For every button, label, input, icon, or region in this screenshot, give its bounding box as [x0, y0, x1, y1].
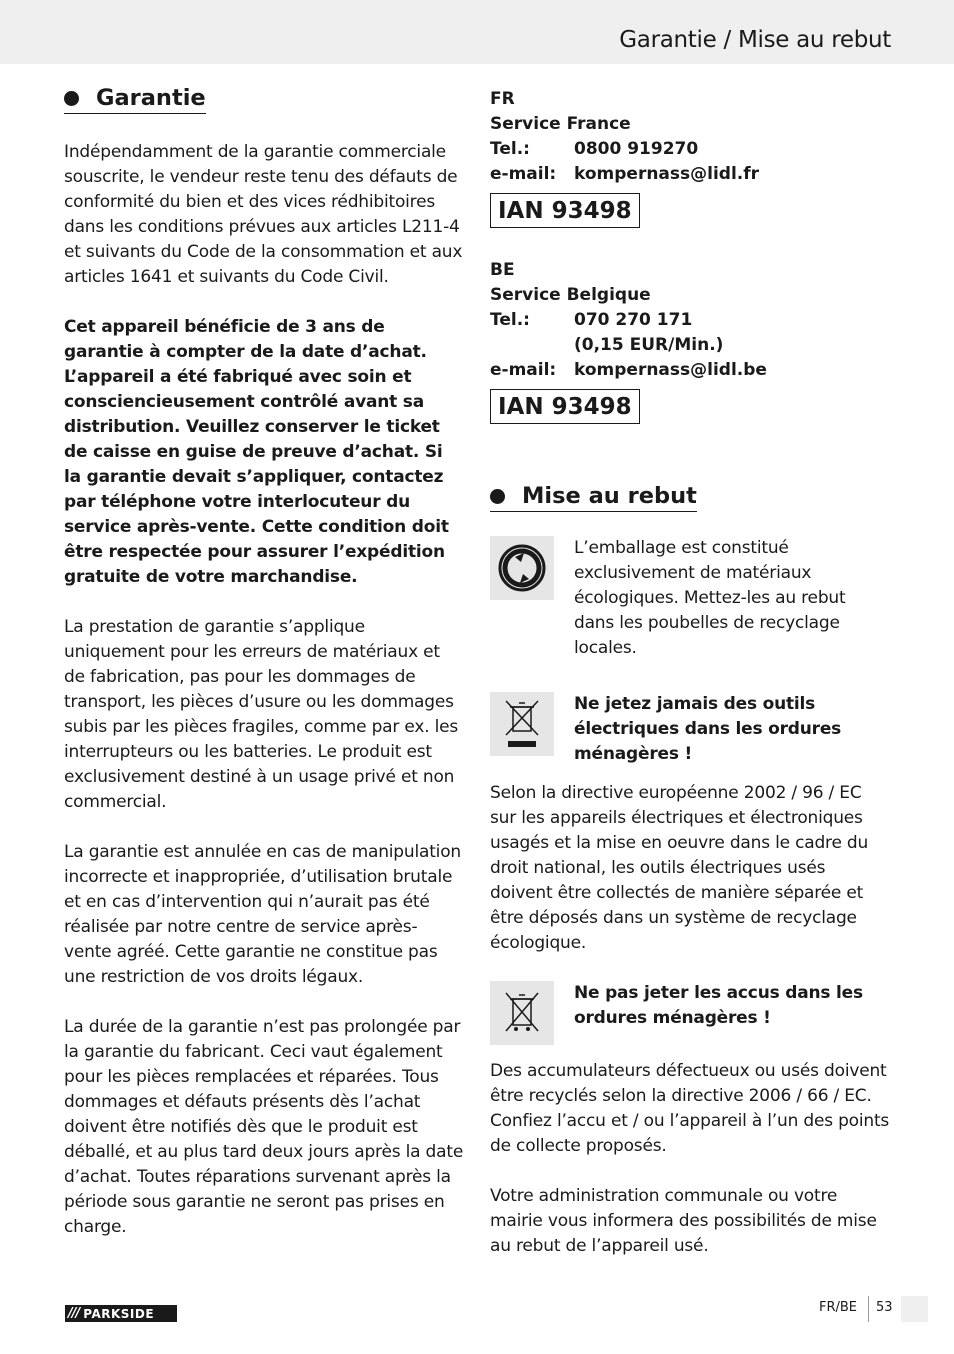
garantie-conditions: Cet appareil bénéficie de 3 ans de garantie à compter de la date d’achat. L’appareil a été fabriqué avec soin et consciencieusement contrôlé avant sa distribution. Veuillez conserver le ticket de caisse en guise de preuve d’achat. Si la garantie devait s’appliquer, contactez par téléphone votre interlocuteur du service après-vente. Cette condition doit être respectée pour assurer l’expédition gratuite de votre marchandise. [64, 317, 449, 587]
parkside-logo [65, 1305, 177, 1322]
tools-warning: Ne jetez jamais des outils électriques dans les ordures ménagères ! [574, 694, 842, 764]
service-belgique: Service Belgique [490, 285, 651, 305]
tel-value: 0800 919270 [574, 139, 699, 159]
country-be: BE [490, 260, 515, 280]
tel-label: Tel.: [490, 139, 530, 159]
right-column [490, 87, 890, 1259]
bullet-icon [64, 91, 79, 106]
ian-box-fr: IAN 93498 [490, 193, 640, 228]
ian-box-be: IAN 93498 [490, 389, 640, 424]
green-dot-icon [490, 536, 554, 600]
left-column [64, 84, 464, 1240]
logo-slashes: /// [68, 1306, 80, 1321]
crossed-bin-icon [490, 692, 554, 756]
tel-label: Tel.: [490, 310, 530, 330]
battery-warning-row [490, 981, 890, 1045]
battery-text: Des accumulateurs défectueux ou usés doivent être recyclés selon la directive 2006 / 66 / EC. Confiez l’accu et / ou l’appareil à l’un des points de collecte proposés. [490, 1061, 890, 1156]
garantie-intro: Indépendamment de la garantie commerciale souscrite, le vendeur reste tenu des défauts de conformité du bien et des vices rédhibitoires dans les conditions prévues aux articles L211-4 et suivants du Code de la consommation et aux articles 1641 et suivants du Code Civil. [64, 142, 463, 287]
bullet-icon [490, 489, 505, 504]
crossed-bin-battery-icon [490, 981, 554, 1045]
footer-tab [901, 1296, 928, 1322]
tel-value: 070 270 171 [574, 310, 693, 330]
footer-divider [868, 1296, 869, 1322]
garantie-scope: La prestation de garantie s’applique uniquement pour les erreurs de matériaux et de fabrication, pas pour les dommages de transport, les pièces d’usure ou les dommages subis par les pièces fragiles, comme par ex. les interrupteurs ou les batteries. Le produit est exclusivement destiné à un usage privé et non commercial. [64, 617, 459, 812]
battery-warning: Ne pas jeter les accus dans les ordures ménagères ! [574, 983, 863, 1028]
email-value: kompernass@lidl.be [574, 360, 767, 380]
directive-text: Selon la directive européenne 2002 / 96 / EC sur les appareils électriques et électroniques usagés et la mise en oeuvre dans le cadre du droit national, les outils électriques usés doivent être collectés de manière séparée et être déposés dans un système de recyclage écologique. [490, 783, 869, 953]
page-title: Garantie / Mise au rebut [619, 27, 891, 53]
email-row-be [490, 358, 890, 383]
logo-text: PARKSIDE [83, 1306, 155, 1321]
section-heading-mise-au-rebut [490, 482, 697, 512]
email-label: e-mail: [490, 164, 557, 184]
footer-language: FR/BE [819, 1300, 858, 1315]
tools-warning-row [490, 692, 890, 767]
email-value: kompernass@lidl.fr [574, 164, 760, 184]
email-label: e-mail: [490, 360, 557, 380]
tel-rate-row-be [490, 333, 890, 358]
garantie-duration: La durée de la garantie n’est pas prolongée par la garantie du fabricant. Ceci vaut également pour les pièces remplacées et réparées. Tous dommages et défauts présents dès l’achat doivent être notifiés dès que le produit est déballé, et au plus tard deux jours après la date d’achat. Toutes réparations survenant après la période sous garantie ne seront pas prises en charge. [64, 1017, 464, 1237]
tel-row-be [490, 308, 890, 333]
heading-text: Mise au rebut [522, 483, 697, 509]
service-france: Service France [490, 114, 631, 134]
heading-text: Garantie [96, 85, 206, 111]
section-heading-garantie [64, 84, 206, 114]
page-number: 53 [876, 1300, 893, 1315]
packaging-row [490, 536, 890, 661]
country-fr: FR [490, 89, 515, 109]
email-row-fr [490, 162, 890, 187]
tel-row-fr [490, 137, 890, 162]
packaging-text: L’emballage est constitué exclusivement de matériaux écologiques. Mettez-les au rebut dans les poubelles de recyclage locales. [574, 538, 846, 658]
tel-rate: (0,15 EUR/Min.) [574, 335, 724, 355]
garantie-void: La garantie est annulée en cas de manipulation incorrecte et inappropriée, d’utilisation brutale et en cas d’intervention qui n’aurait pas été réalisée par notre centre de service après-vente agréé. Cette garantie ne constitue pas une restriction de vos droits légaux. [64, 842, 461, 987]
admin-text: Votre administration communale ou votre mairie vous informera des possibilités de mise au rebut de l’appareil usé. [490, 1186, 877, 1256]
